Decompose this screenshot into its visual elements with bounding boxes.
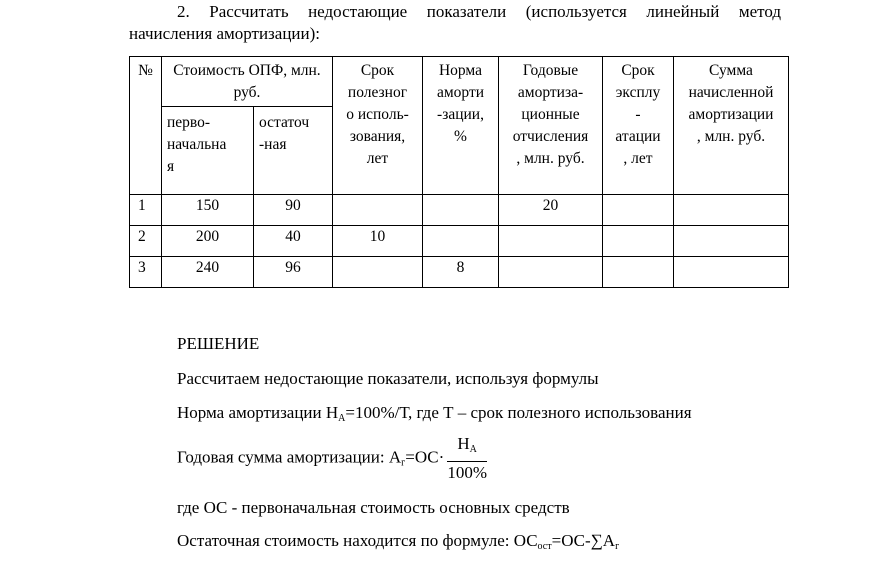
cell-accrued [674, 226, 789, 257]
header-line: начальна [167, 136, 227, 153]
solution-heading: РЕШЕНИЕ [177, 334, 260, 353]
task-word: Рассчитать [209, 2, 289, 21]
formula-subscript: г [615, 541, 620, 552]
cell-operation [603, 226, 674, 257]
header-line: начисленной [688, 84, 774, 101]
header-line: лет [366, 150, 389, 167]
header-line: полезног [347, 84, 408, 101]
header-line: , млн. руб. [516, 150, 585, 167]
header-line: - [635, 106, 641, 123]
numerator-subscript: А [469, 444, 477, 455]
header-line: отчисления [512, 128, 589, 145]
task-word: недостающие [308, 2, 408, 21]
formula-text: =ОС· [405, 447, 445, 467]
formula-text: =ОС-∑А [551, 531, 616, 550]
header-line: Сумма [709, 62, 753, 79]
formula-fraction [447, 433, 487, 484]
header-line: % [454, 128, 467, 145]
header-line: о исполь- [346, 106, 409, 123]
formula-text: Норма амортизации Н [177, 403, 339, 422]
residual-formula [177, 530, 619, 558]
header-cost-residual [254, 107, 333, 195]
table-row [130, 257, 789, 288]
cell-life [333, 257, 423, 288]
header-line: Срок [360, 62, 395, 79]
cell-no: 1 [130, 195, 162, 226]
cell-residual: 90 [254, 195, 333, 226]
cell-operation [603, 195, 674, 226]
header-line: амортиза- [517, 84, 584, 101]
header-useful-life [333, 57, 423, 195]
cell-initial: 240 [162, 257, 254, 288]
formula-text: Годовая сумма амортизации: А [177, 447, 402, 467]
cell-no: 3 [130, 257, 162, 288]
fraction-numerator [447, 433, 487, 462]
cell-accrued [674, 257, 789, 288]
formula-subscript: А [338, 413, 346, 424]
header-line: остаточ [259, 114, 310, 131]
cell-annual [499, 226, 603, 257]
annual-formula [177, 433, 487, 484]
cell-accrued [674, 195, 789, 226]
oc-note: где ОС - первоначальная стоимость основных средств [177, 498, 570, 517]
cell-annual: 20 [499, 195, 603, 226]
header-cost-initial [162, 107, 254, 195]
header-line: ционные [521, 106, 580, 123]
cell-initial: 200 [162, 226, 254, 257]
header-line: , лет [623, 150, 653, 167]
formula-text: Остаточная стоимость находится по формуле: ОС [177, 531, 538, 550]
header-line: -зации, [437, 106, 484, 123]
header-line: Норма [438, 62, 483, 79]
header-line: амортизации [688, 106, 774, 123]
header-line: , млн. руб. [696, 128, 766, 145]
header-line: атации [615, 128, 661, 145]
task-word: 2. [177, 2, 190, 21]
solution-intro: Рассчитаем недостающие показатели, используя формулы [177, 369, 599, 388]
header-cost: Стоимость ОПФ, млн. руб. [162, 57, 333, 107]
task-word: метод [738, 2, 781, 21]
rate-formula [177, 402, 692, 430]
cell-residual: 96 [254, 257, 333, 288]
task-line-1 [129, 1, 781, 23]
header-line: зования, [349, 128, 406, 145]
cell-rate [423, 226, 499, 257]
formula-subscript: г [401, 457, 406, 469]
header-line: Срок [621, 62, 655, 79]
header-line: аморти [436, 84, 485, 101]
cell-residual: 40 [254, 226, 333, 257]
task-line-2: начисления амортизации): [129, 24, 320, 43]
table-row [130, 195, 789, 226]
numerator-text: Н [457, 434, 470, 453]
task-word: линейный [646, 2, 720, 21]
task-statement [129, 1, 781, 45]
fraction-denominator: 100% [447, 463, 487, 482]
task-word: (используется [525, 2, 627, 21]
formula-text: =100%/Т, где Т – срок полезного использования [345, 403, 692, 422]
table-row [130, 226, 789, 257]
cell-life [333, 195, 423, 226]
cell-operation [603, 257, 674, 288]
header-line: эксплу [615, 84, 661, 101]
header-accrued [674, 57, 789, 195]
cell-annual [499, 257, 603, 288]
header-no: № [130, 57, 162, 195]
header-operation [603, 57, 674, 195]
header-line: перво- [167, 114, 211, 131]
data-table [129, 56, 789, 288]
formula-subscript: ост [537, 541, 552, 552]
header-rate [423, 57, 499, 195]
cell-initial: 150 [162, 195, 254, 226]
cell-rate: 8 [423, 257, 499, 288]
header-line: -ная [259, 136, 287, 153]
header-line: Годовые [522, 62, 579, 79]
header-row-top [130, 57, 789, 107]
cell-no: 2 [130, 226, 162, 257]
cell-life: 10 [333, 226, 423, 257]
cell-rate [423, 195, 499, 226]
task-word: показатели [426, 2, 507, 21]
header-line: я [167, 158, 175, 175]
header-annual [499, 57, 603, 195]
